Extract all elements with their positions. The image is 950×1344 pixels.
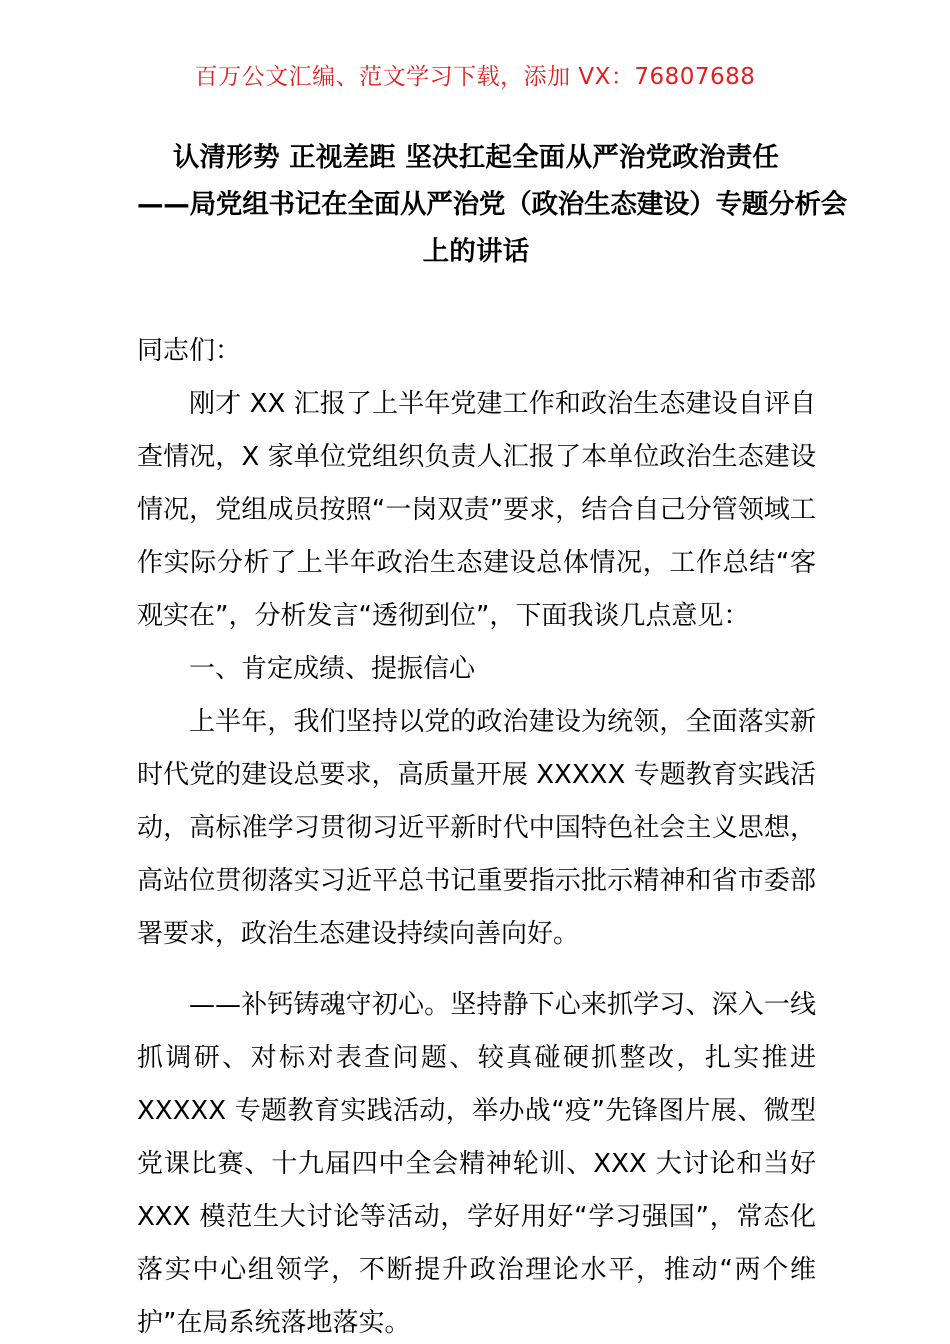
document-body <box>137 325 816 1344</box>
paragraph-achievements: 上半年，我们坚持以党的政治建设为统领，全面落实新时代党的建设总要求，高质量开展 XXXXX 专题教育实践活动，高标准学习贯彻习近平新时代中国特色社会主义思想，高站位贯彻落实习近平总书记重要指示批示精神和省市委部署要求，政治生态建设持续向善向好。 <box>137 707 816 949</box>
paragraph-dash-item-one: ——补钙铸魂守初心。坚持静下心来抓学习、深入一线抓调研、对标对表查问题、较真碰硬抓整改，扎实推进 XXXXX 专题教育实践活动，举办战“疫”先锋图片展、微型党课比赛、十九届四中全会精神轮训、XXX 大讨论和当好 XXX 模范生大讨论等活动，学好用好“学习强国”，常态化落实中心组领学，不断提升政治理论水平，推动“两个维护”在局系统落地落实。 <box>137 990 816 1338</box>
section-heading-one: 一、肯定成绩、提振信心 <box>189 654 476 684</box>
title-line-3: 上的讲话 <box>422 236 530 267</box>
paragraph-opening: 刚才 XX 汇报了上半年党建工作和政治生态建设自评自查情况，X 家单位党组织负责人汇报了本单位政治生态建设情况，党组成员按照“一岗双责”要求，结合自己分管领域工作实际分析了上半年政治生态建设总体情况，工作总结“客观实在”，分析发言“透彻到位”，下面我谈几点意见： <box>137 389 816 631</box>
document-title <box>137 134 848 275</box>
title-line-1: 认清形势 正视差距 坚决扛起全面从严治党政治责任 <box>172 142 780 173</box>
title-line-2: ——局党组书记在全面从严治党（政治生态建设）专题分析会 <box>137 189 848 220</box>
salutation: 同志们： <box>137 336 242 366</box>
promo-header-text: 百万公文汇编、范文学习下载，添加 VX：76807688 <box>194 64 756 90</box>
